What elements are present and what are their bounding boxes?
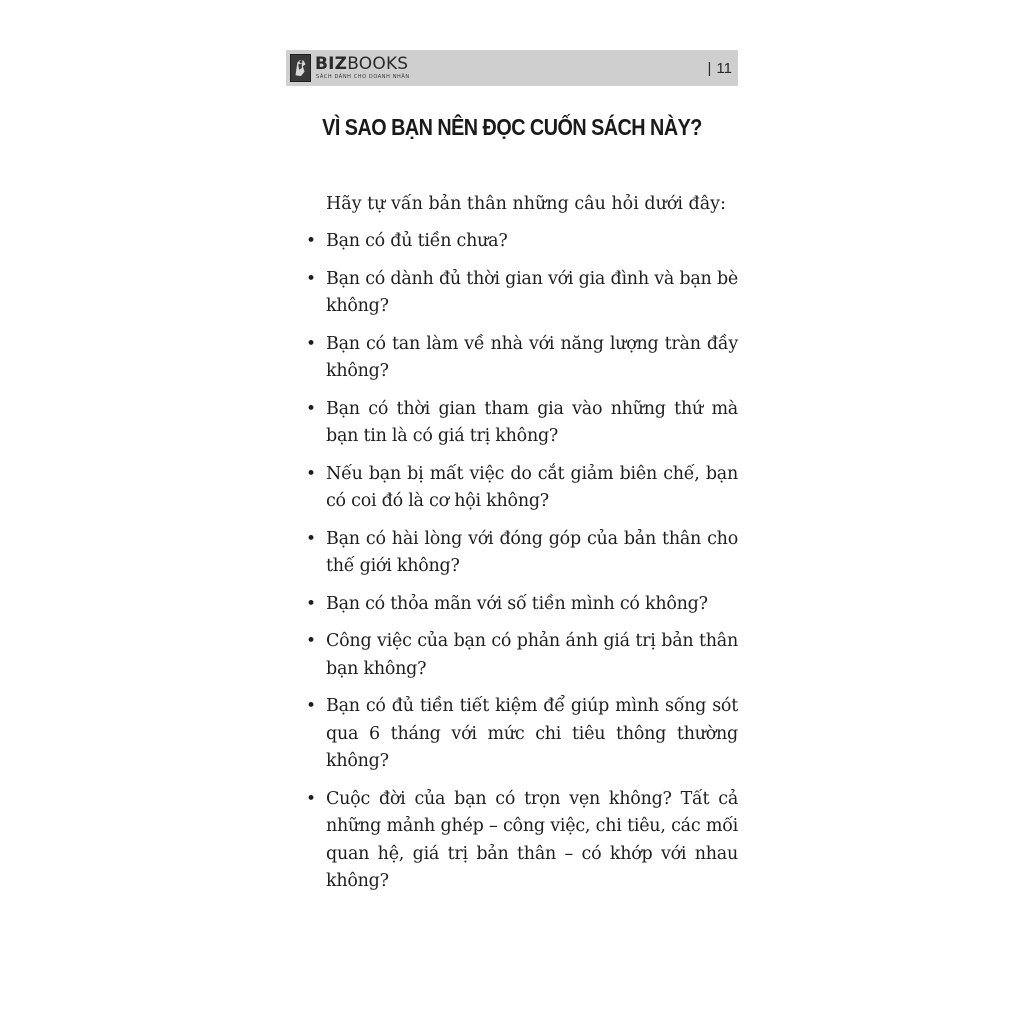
list-item bbox=[306, 628, 738, 683]
brand-tagline: SÁCH DÀNH CHO DOANH NHÂN bbox=[316, 74, 410, 80]
bullet-icon: • bbox=[306, 631, 316, 651]
bizbooks-logo-icon bbox=[290, 54, 311, 82]
bullet-icon: • bbox=[306, 268, 316, 289]
list-item bbox=[306, 266, 738, 321]
page-number bbox=[708, 61, 732, 77]
question-text: Cuộc đời của bạn có trọn vẹn không? Tất cả những mảnh ghép – công việc, chi tiêu, các mối quan hệ, giá trị bản thân – có khớp với nhau không? bbox=[326, 788, 738, 891]
question-text: Bạn có thời gian tham gia vào những thứ mà bạn tin là có giá trị không? bbox=[326, 398, 738, 446]
list-item bbox=[306, 396, 738, 451]
brand-name bbox=[315, 54, 408, 74]
question-list bbox=[306, 228, 738, 896]
bullet-icon: • bbox=[306, 788, 316, 809]
list-item bbox=[306, 693, 738, 776]
bullet-icon: • bbox=[306, 528, 316, 549]
bullet-icon: • bbox=[306, 333, 316, 354]
bullet-icon: • bbox=[306, 398, 316, 419]
bullet-icon: • bbox=[306, 593, 316, 614]
page-header bbox=[286, 50, 738, 86]
question-text: Bạn có thỏa mãn với số tiền mình có không? bbox=[326, 593, 708, 614]
page-number-value: 11 bbox=[716, 60, 732, 77]
list-item bbox=[306, 228, 738, 256]
bullet-icon: • bbox=[306, 696, 316, 716]
question-text: Bạn có đủ tiền tiết kiệm để giúp mình sống sót qua 6 tháng với mức chi tiêu thông thường không? bbox=[326, 696, 738, 771]
question-text: Nếu bạn bị mất việc do cắt giảm biên chế, bạn có coi đó là cơ hội không? bbox=[326, 463, 738, 511]
chapter-title: VÌ SAO BẠN NÊN ĐỌC CUỐN SÁCH NÀY? bbox=[322, 114, 702, 140]
page-number-separator: | bbox=[707, 60, 712, 77]
question-text: Bạn có đủ tiền chưa? bbox=[326, 231, 508, 251]
bullet-icon: • bbox=[306, 463, 316, 484]
list-item bbox=[306, 526, 738, 581]
body-text bbox=[306, 191, 738, 906]
list-item bbox=[306, 331, 738, 386]
list-item bbox=[306, 591, 738, 619]
question-text: Bạn có hài lòng với đóng góp của bản thân cho thế giới không? bbox=[326, 528, 738, 576]
question-text: Bạn có tan làm về nhà với năng lượng tràn đầy không? bbox=[326, 333, 738, 381]
question-text: Bạn có dành đủ thời gian với gia đình và bạn bè không? bbox=[326, 268, 738, 316]
bullet-icon: • bbox=[306, 231, 316, 251]
brand-name-light: BOOKS bbox=[347, 54, 409, 74]
intro-paragraph: Hãy tự vấn bản thân những câu hỏi dưới đây: bbox=[326, 194, 726, 214]
list-item bbox=[306, 786, 738, 896]
brand-name-bold: BIZ bbox=[315, 54, 348, 74]
list-item bbox=[306, 461, 738, 516]
question-text: Công việc của bạn có phản ánh giá trị bản thân bạn không? bbox=[326, 631, 738, 679]
